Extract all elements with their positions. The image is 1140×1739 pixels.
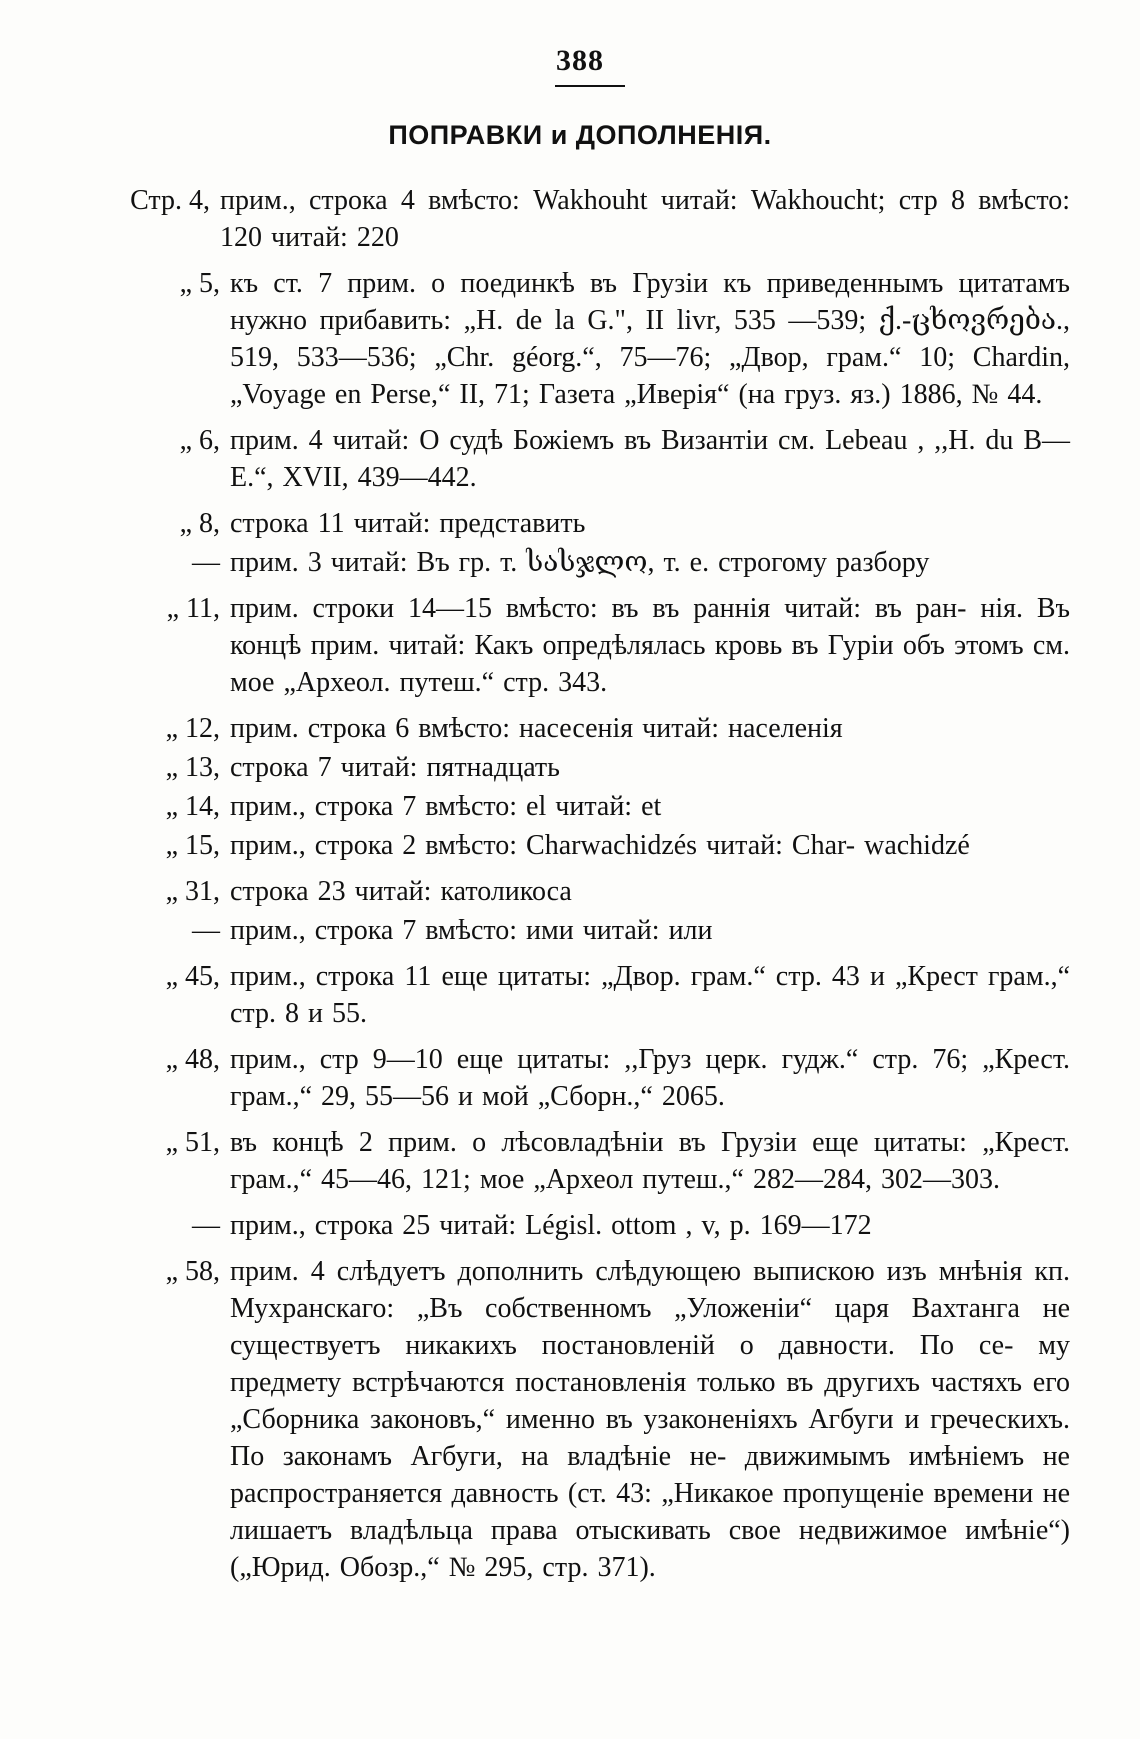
entry-text: прим. 4 читай: О судѣ Божіемъ въ Византіи см. Lebeau , ,,H. du B—E.“, XVII, 439—442. xyxy=(230,425,1070,493)
entry-text: прим., строка 2 вмѣсто: Charwachidzés читай: Char- wachidzé xyxy=(230,830,970,861)
entry-marker: „ 58, xyxy=(165,1256,220,1287)
entry-text: прим., строка 11 еще цитаты: „Двор. грам.“ стр. 43 и „Крест грам.,“ стр. 8 и 55. xyxy=(230,961,1070,1029)
entry-marker: „ 45, xyxy=(165,961,220,992)
errata-entry xyxy=(120,1253,1070,1586)
entry-text: прим. 4 слѣдуетъ дополнить слѣдующею выпискою изъ мнѣнія кп. Мухранскаго: „Въ собственномъ „Уложеніи“ царя Вахтанга не существуетъ никакихъ постановленій о давности. По се- му предмету встрѣчаются постановленія только въ другихъ частяхъ его „Сборника законовъ,“ именно въ узаконеніяхъ Агбуги и греческихъ. По законамъ Агбуги, на владѣніе не- движимымъ имѣніемъ не распространяется давность (ст. 43: „Никакое пропущеніе времени не лишаетъ владѣльца права отыскивать свое недвижимое имѣніе“) („Юрид. Обозр.,“ № 295, стр. 371). xyxy=(230,1256,1070,1583)
errata-entry xyxy=(120,590,1070,701)
entry-marker: „ 13, xyxy=(165,752,220,783)
errata-entry xyxy=(120,505,1070,542)
errata-entry xyxy=(120,1041,1070,1115)
errata-entry xyxy=(120,958,1070,1032)
entry-marker: „ 6, xyxy=(179,425,220,456)
entry-marker: „ 48, xyxy=(165,1044,220,1075)
errata-entry xyxy=(120,710,1070,747)
entry-text: прим., строка 7 вмѣсто: el читай: et xyxy=(230,791,662,822)
errata-entry xyxy=(120,1124,1070,1198)
entry-text: строка 23 читай: католикоса xyxy=(230,876,572,907)
entry-text: въ концѣ 2 прим. о лѣсовладѣніи въ Грузіи еще цитаты: „Крест. грам.,“ 45—46, 121; мое „Археол путеш.,“ 282—284, 302—303. xyxy=(230,1127,1070,1195)
entry-text: прим., строка 25 читай: Législ. ottom , v, p. 169—172 xyxy=(230,1210,872,1241)
entry-marker: „ 15, xyxy=(165,830,220,861)
page-heading: ПОПРАВКИ и ДОПОЛНЕНІЯ. xyxy=(388,120,772,150)
entry-text: прим., строка 4 вмѣсто: Wakhouht читай: Wakhoucht; стр 8 вмѣсто: 120 читай: 220 xyxy=(220,185,1070,253)
errata-entry xyxy=(120,265,1070,413)
errata-entry xyxy=(120,422,1070,496)
errata-entry xyxy=(120,544,1070,581)
errata-entry xyxy=(120,827,1070,864)
entry-marker: „ 11, xyxy=(166,593,220,624)
errata-entry xyxy=(120,182,1070,256)
entry-marker: „ 8, xyxy=(179,508,220,539)
entry-marker: — xyxy=(192,1210,220,1241)
entry-marker: „ 14, xyxy=(165,791,220,822)
page-number: 388 xyxy=(556,44,604,77)
errata-entry xyxy=(120,1207,1070,1244)
entry-marker: Стр. 4, xyxy=(130,185,210,216)
entry-text: прим. строка 6 вмѣсто: насесенія читай: населенія xyxy=(230,713,843,744)
entry-text: прим., строка 7 вмѣсто: ими читай: или xyxy=(230,915,713,946)
entry-text: строка 11 читай: представить xyxy=(230,508,586,539)
entry-marker: — xyxy=(192,547,220,578)
entry-marker: — xyxy=(192,915,220,946)
errata-entry xyxy=(120,873,1070,910)
entry-text: прим. строки 14—15 вмѣсто: въ въ раннія читай: въ ран- нія. Въ концѣ прим. читай: Какъ опредѣлялась кровь въ Гуріи объ этомъ см. мое „Археол. путеш.“ стр. 343. xyxy=(230,593,1070,698)
errata-list xyxy=(120,182,1070,1588)
header-rule xyxy=(555,85,625,87)
entry-text: къ ст. 7 прим. о поединкѣ въ Грузіи къ приведеннымъ цитатамъ нужно прибавить: „H. de la G.", II livr, 535 —539; ქ.-ცხოვრება., 519, 533—536; „Chr. géorg.“, 75—76; „Двор, грам.“ 10; Chardin, „Voyage en Perse,“ II, 71; Газета „Иверія“ (на груз. яз.) 1886, № 44. xyxy=(230,268,1070,410)
entry-text: прим. 3 читай: Въ гр. т. სასჯლო, т. е. строгому разбору xyxy=(230,547,930,578)
entry-text: прим., стр 9—10 еще цитаты: ,,Груз церк. гудж.“ стр. 76; „Крест. грам.,“ 29, 55—56 и мой „Сборн.,“ 2065. xyxy=(230,1044,1070,1112)
entry-marker: „ 51, xyxy=(165,1127,220,1158)
entry-marker: „ 31, xyxy=(165,876,220,907)
entry-marker: „ 5, xyxy=(179,268,220,299)
errata-entry xyxy=(120,749,1070,786)
entry-marker: „ 12, xyxy=(165,713,220,744)
entry-text: строка 7 читай: пятнадцать xyxy=(230,752,560,783)
errata-entry xyxy=(120,788,1070,825)
errata-entry xyxy=(120,912,1070,949)
